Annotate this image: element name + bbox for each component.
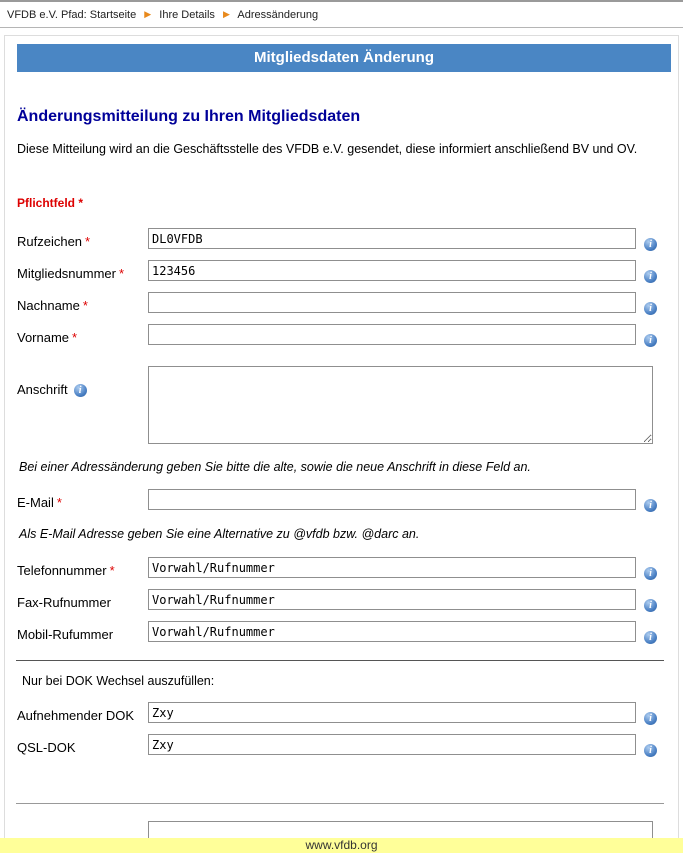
required-marker: * bbox=[56, 495, 62, 510]
form-row-rufzeichen bbox=[17, 228, 672, 251]
form-row-mitgliedsnummer bbox=[17, 260, 672, 283]
breadcrumb-item-ihre-details[interactable]: Ihre Details bbox=[159, 9, 215, 21]
fax-label: Fax-Rufnummer bbox=[17, 595, 111, 610]
section-divider bbox=[16, 660, 664, 661]
required-marker: * bbox=[72, 330, 78, 345]
fax-input[interactable] bbox=[148, 589, 636, 610]
info-icon[interactable]: i bbox=[644, 599, 657, 612]
breadcrumb-item-startseite[interactable]: Startseite bbox=[89, 9, 137, 21]
aufnehmender-dok-input[interactable] bbox=[148, 702, 636, 723]
info-icon[interactable]: i bbox=[644, 499, 657, 512]
info-icon[interactable]: i bbox=[644, 238, 657, 251]
required-marker: * bbox=[109, 563, 115, 578]
info-icon[interactable]: i bbox=[644, 744, 657, 757]
form-row-mobil bbox=[17, 621, 672, 644]
page-title-bar: Mitgliedsdaten Änderung bbox=[17, 44, 671, 72]
vorname-label: Vorname bbox=[17, 330, 70, 345]
breadcrumb-prefix: VFDB e.V. Pfad: bbox=[7, 9, 87, 21]
required-marker: * bbox=[85, 234, 91, 249]
form-row-anschrift bbox=[17, 366, 672, 444]
info-icon[interactable]: i bbox=[644, 270, 657, 283]
aufnehmender-dok-label: Aufnehmender DOK bbox=[17, 708, 135, 723]
nachname-label: Nachname bbox=[17, 298, 80, 313]
required-field-note: Pflichtfeld * bbox=[17, 196, 84, 210]
info-icon[interactable]: i bbox=[644, 567, 657, 580]
form-row-email bbox=[17, 489, 672, 512]
intro-text: Diese Mitteilung wird an die Geschäftsstelle des VFDB e.V. gesendet, diese informiert anschließend BV und OV. bbox=[17, 142, 638, 156]
breadcrumb-arrow-icon: ▶ bbox=[144, 9, 152, 19]
form-row-vorname bbox=[17, 324, 672, 347]
form-row-aufnehmender-dok bbox=[17, 702, 672, 725]
email-input[interactable] bbox=[148, 489, 636, 510]
anschrift-textarea[interactable] bbox=[148, 366, 653, 444]
section-divider bbox=[16, 803, 664, 804]
info-icon[interactable]: i bbox=[644, 334, 657, 347]
breadcrumb-arrow-icon: ▶ bbox=[222, 9, 230, 19]
breadcrumb bbox=[0, 2, 683, 27]
main-content-panel bbox=[4, 35, 679, 853]
breadcrumb-item-adressaenderung[interactable]: Adressänderung bbox=[237, 9, 319, 21]
footer-bar bbox=[0, 838, 683, 853]
form-row-qsl-dok bbox=[17, 734, 672, 757]
page-heading: Änderungsmitteilung zu Ihren Mitgliedsdaten bbox=[17, 108, 361, 125]
info-icon[interactable]: i bbox=[74, 384, 87, 397]
anschrift-label: Anschrift bbox=[17, 382, 68, 397]
rufzeichen-label: Rufzeichen bbox=[17, 234, 83, 249]
form-row-fax bbox=[17, 589, 672, 612]
telefon-input[interactable] bbox=[148, 557, 636, 578]
telefon-label: Telefonnummer bbox=[17, 563, 107, 578]
mitgliedsnummer-input[interactable] bbox=[148, 260, 636, 281]
qsl-dok-input[interactable] bbox=[148, 734, 636, 755]
rufzeichen-input[interactable] bbox=[148, 228, 636, 249]
required-marker: * bbox=[82, 298, 88, 313]
vorname-input[interactable] bbox=[148, 324, 636, 345]
info-icon[interactable]: i bbox=[644, 712, 657, 725]
mitgliedsnummer-label: Mitgliedsnummer bbox=[17, 266, 116, 281]
required-marker: * bbox=[118, 266, 125, 281]
form-row-telefon bbox=[17, 557, 672, 580]
email-hint: Als E-Mail Adresse geben Sie eine Alternative zu @vfdb bzw. @darc an. bbox=[19, 527, 420, 541]
form-row-nachname bbox=[17, 292, 672, 315]
mobil-input[interactable] bbox=[148, 621, 636, 642]
info-icon[interactable]: i bbox=[644, 302, 657, 315]
nachname-input[interactable] bbox=[148, 292, 636, 313]
qsl-dok-label: QSL-DOK bbox=[17, 740, 76, 755]
footer-link[interactable]: www.vfdb.org bbox=[305, 838, 378, 852]
email-label: E-Mail bbox=[17, 495, 54, 510]
info-icon[interactable]: i bbox=[644, 631, 657, 644]
breadcrumb-divider bbox=[0, 27, 683, 28]
mobil-label: Mobil-Rufummer bbox=[17, 627, 114, 642]
anschrift-hint: Bei einer Adressänderung geben Sie bitte die alte, sowie die neue Anschrift in diese Feld an. bbox=[19, 460, 531, 474]
dok-section-note: Nur bei DOK Wechsel auszufüllen: bbox=[22, 674, 215, 688]
